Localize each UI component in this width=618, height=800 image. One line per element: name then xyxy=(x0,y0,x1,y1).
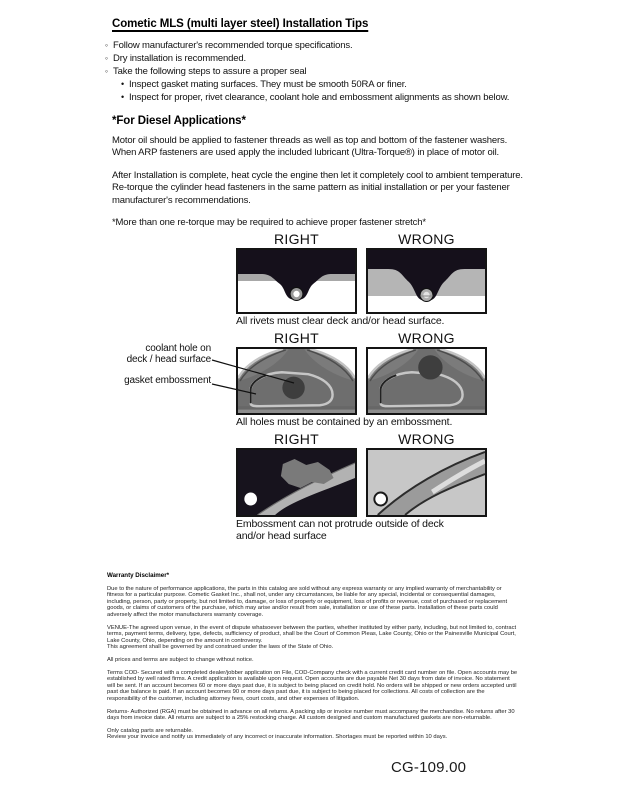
containment-wrong-diagram xyxy=(366,347,487,415)
coolant-hole-callout: coolant hole on deck / head surface xyxy=(126,343,211,365)
diagram-labels xyxy=(236,330,496,346)
wrong-label: WRONG xyxy=(398,431,455,447)
legal-paragraph: VENUE-The agreed upon venue, in the event of dispute whatsoever between the parties, whether instituted by either party, including, but not limited to, contract terms, payment terms, delivery, type, defects, sufficiency of product, shall be the Court of Common Pleas, Lake County, Ohio or the Painesville Municipal Court, Lake County, Ohio, depending on the amount in controversy. xyxy=(107,624,517,644)
legal-paragraph: Returns- Authorized (RGA) must be obtained in advance on all returns. A packing slip or invoice number must accompany the merchandise. No returns after 30 days from invoice date. All returns are subject to a 25% restocking charge. All custom designed and custom manufactured gaskets are non-returnable. xyxy=(107,708,515,722)
wrong-label: WRONG xyxy=(398,231,455,247)
warranty-disclaimer-section xyxy=(107,573,519,747)
right-label: RIGHT xyxy=(273,330,320,346)
warranty-heading: Warranty Disclaimer* xyxy=(107,572,170,579)
diesel-heading: *For Diesel Applications* xyxy=(112,115,246,127)
legal-paragraph: Due to the nature of performance applications, the parts in this catalog are sold without any express warranty or any implied warranty of merchantability or fitness for a particular purpose. Cometic Gasket Inc., shall not, under any circumstances, be liable for any special, incidental or consequential damages, including, person, party or property, but not limited to, damage, or loss of property or equipment, loss of profits or revenue, cost of purchased or replacement goods, or claims of customers of the purchase, which may arise and/or result from sale, installation or use of these parts. Installation of these parts could adversely affect the motor manufacturers warranty coverage. xyxy=(107,585,508,618)
legal-paragraph: This agreement shall be governed by and construed under the laws of the State of Ohio. xyxy=(107,644,334,651)
legal-paragraph: All prices and terms are subject to change without notice. xyxy=(107,656,254,663)
gasket-embossment-callout: gasket embossment xyxy=(124,375,211,386)
tip-item: ◦ Dry installation is recommended. xyxy=(105,54,535,64)
legal-paragraph: Terms COD- Secured with a completed dealer/jobber application on File, COD-Company check with a current credit card number on file. Open accounts may be established by well rated firms. A credit application is available upon request. Open accounts are due payable Net 30 days from date of invoice. No statement will be sent. If an account becomes 60 or more days past due, it is subject to being placed on credit hold. No orders will be shipped or new orders accepted until past due balance is paid. If an account becomes 90 or more days past due, it is subject to being placed for collections. All costs of collection are the responsibility of the customer, including attorney fees, court costs, and other expenses of litigation. xyxy=(107,669,518,702)
rivet-right-diagram xyxy=(236,248,357,314)
rivet-caption: All rivets must clear deck and/or head surface. xyxy=(236,315,445,327)
callout-leader-lines xyxy=(206,352,326,398)
tip-sub-item: • Inspect for proper, rivet clearance, coolant hole and embossment alignments as shown below. xyxy=(121,93,535,103)
wrong-label: WRONG xyxy=(398,330,455,346)
rivet-right-image xyxy=(238,250,355,312)
protrusion-wrong-image xyxy=(368,450,485,515)
tip-item: ◦ Follow manufacturer's recommended torque specifications. xyxy=(105,41,535,51)
protrusion-right-image xyxy=(238,450,355,515)
page-code: CG-109.00 xyxy=(391,759,467,776)
protrusion-wrong-diagram xyxy=(366,448,487,517)
rivet-clearance-row xyxy=(236,231,496,328)
rivet-wrong-image xyxy=(368,250,485,312)
diagram-labels xyxy=(236,231,496,247)
rivet-wrong-diagram xyxy=(366,248,487,314)
diesel-section xyxy=(112,115,524,240)
containment-caption: All holes must be contained by an embossment. xyxy=(236,416,453,428)
containment-wrong-image xyxy=(368,349,485,413)
diagram-boxes xyxy=(236,248,496,314)
protrusion-right-diagram xyxy=(236,448,357,517)
legal-paragraph: Review your invoice and notify us immediately of any incorrect or inaccurate information. Shortages must be reported within 10 days. xyxy=(107,734,448,741)
diagram-labels xyxy=(236,431,496,447)
protrusion-caption: Embossment can not protrude outside of deck and/or head surface xyxy=(236,518,444,542)
diesel-paragraph: After Installation is complete, heat cycle the engine then let it completely cool to ambient temperature. Re-torque the cylinder head fasteners in the same pattern as initial installation or per your fastener manufacturer's recommendations. xyxy=(112,169,523,206)
diagram-callouts xyxy=(0,344,211,387)
right-label: RIGHT xyxy=(273,231,320,247)
tips-list xyxy=(105,41,535,106)
tip-sub-item: • Inspect gasket mating surfaces. They must be smooth 50RA or finer. xyxy=(121,80,535,90)
diagram-boxes xyxy=(236,448,496,517)
page-title: Cometic MLS (multi layer steel) Installation Tips xyxy=(112,18,369,30)
embossment-protrusion-row xyxy=(236,431,496,542)
right-label: RIGHT xyxy=(273,431,320,447)
tip-item: ◦ Take the following steps to assure a proper seal xyxy=(105,67,535,77)
diesel-paragraph: *More than one re-torque may be required to achieve proper fastener stretch* xyxy=(112,217,426,228)
legal-paragraph: Only catalog parts are returnable. xyxy=(107,727,194,734)
diesel-paragraph: Motor oil should be applied to fastener threads as well as top and bottom of the fastener washers. When ARP fasteners are used apply the included lubricant (Ultra-Torque®) in place of motor oil. xyxy=(112,134,508,158)
